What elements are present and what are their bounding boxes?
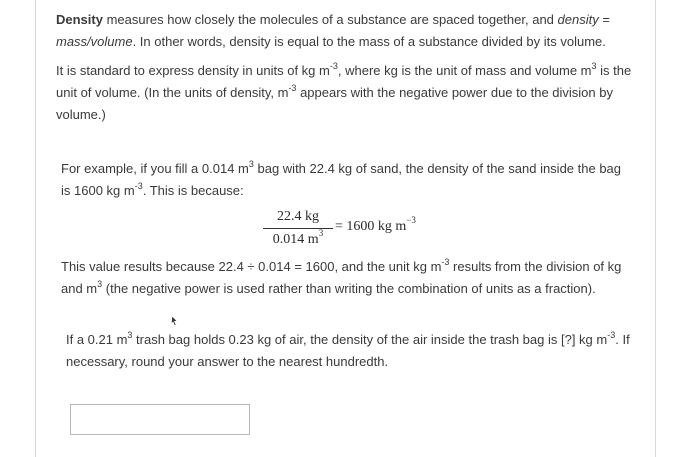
density-italic: density — [557, 12, 599, 27]
question-text: If a 0.21 m — [66, 332, 128, 347]
definition-text-end: . In other words, density is equal to the mass of a substance divided by its volume. — [132, 34, 606, 49]
units-text: appears with the negative power due to the division by volume.) — [56, 85, 613, 122]
exponent: 3 — [248, 158, 254, 169]
exponent: 3 — [318, 228, 324, 239]
exponent: -3 — [329, 60, 338, 71]
question-text: trash bag holds 0.23 kg of air, the density of the air inside the trash bag is [?] kg m — [132, 332, 608, 347]
example-text: For example, if you fill a 0.014 m — [61, 161, 249, 176]
exponent: -3 — [607, 329, 616, 340]
equation-result — [335, 215, 416, 235]
units-text: It is standard to express density in units of kg m — [56, 63, 330, 78]
question-paragraph — [66, 329, 636, 373]
equals-sign: = — [598, 12, 610, 27]
exponent: −3 — [406, 215, 416, 226]
example-text: bag with 22.4 kg of sand, the density of the sand inside the bag is 1600 kg m — [61, 161, 622, 198]
explanation-paragraph — [61, 256, 636, 300]
question-text: . If necessary, round your answer to the nearest hundredth. — [66, 332, 630, 369]
exponent: 3 — [127, 329, 133, 340]
exponent: -3 — [134, 180, 143, 191]
definition-text: measures how closely the molecules of a substance are spaced together, and — [102, 12, 558, 27]
example-paragraph — [61, 158, 631, 202]
exponent: 3 — [591, 60, 597, 71]
units-text: is the unit of volume. (In the units of density, m — [56, 63, 632, 100]
density-term: Density — [56, 12, 103, 27]
density-formula: mass/volume — [56, 34, 133, 49]
explanation-text: This value results because 22.4 ÷ 0.014 = 1600, and the unit kg m — [61, 259, 442, 274]
equation-denominator — [263, 230, 333, 250]
denominator-base: 0.014 m — [272, 232, 319, 247]
example-text: . This is because: — [142, 183, 244, 198]
equation-numerator: 22.4 kg — [277, 209, 319, 224]
units-text: , where kg is the unit of mass and volume m — [337, 63, 592, 78]
mouse-cursor-icon — [168, 315, 180, 329]
equation-fraction — [263, 207, 333, 250]
explanation-text: results from the division of kg and m — [61, 259, 622, 296]
density-definition-paragraph — [56, 9, 636, 53]
exponent: -3 — [288, 82, 297, 93]
explanation-text: (the negative power is used rather than writing the combination of units as a fraction). — [102, 281, 596, 296]
units-paragraph — [56, 60, 641, 126]
result-text: = 1600 kg m — [335, 219, 407, 234]
exponent: 3 — [97, 278, 103, 289]
exponent: -3 — [441, 256, 450, 267]
answer-input[interactable] — [70, 404, 250, 435]
